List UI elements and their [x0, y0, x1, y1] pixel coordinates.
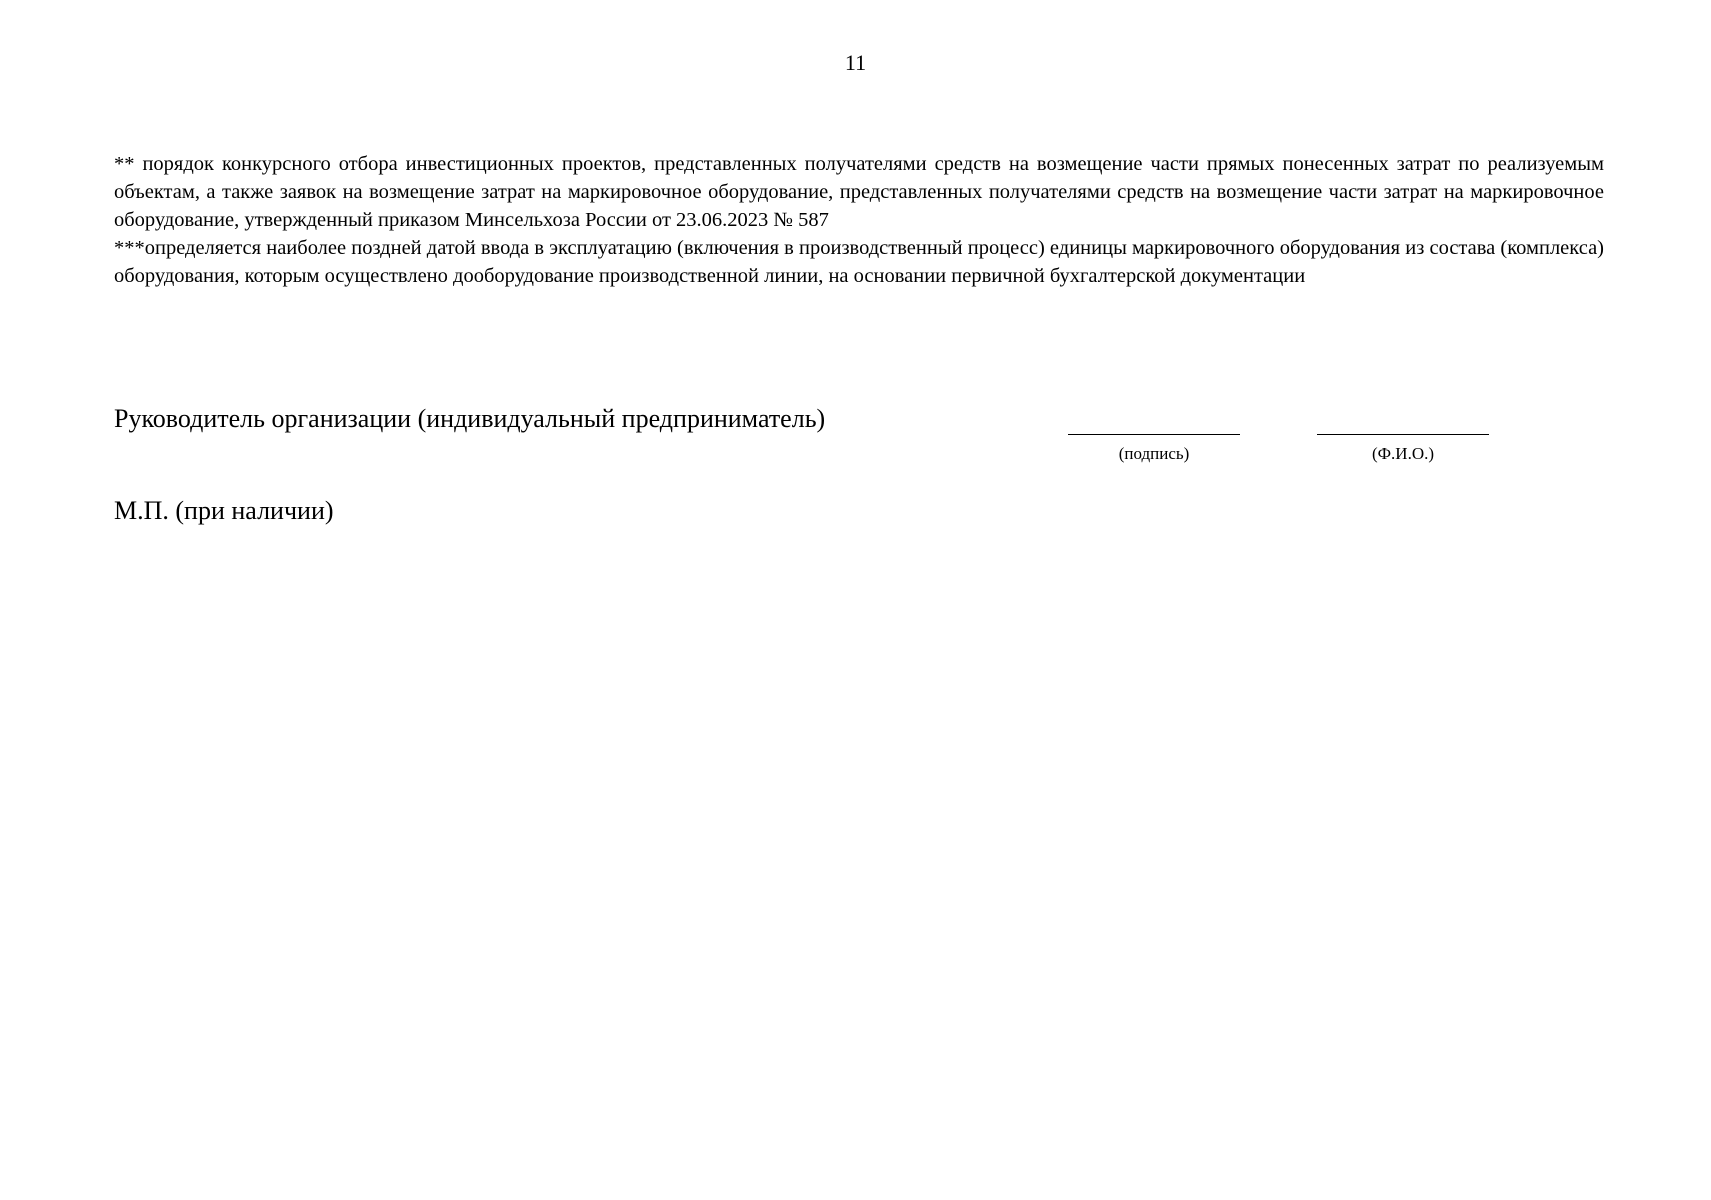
stamp-place-label: М.П. (при наличии) [114, 496, 334, 525]
full-name-line [1317, 434, 1489, 435]
footnote-double-asterisk: ** порядок конкурсного отбора инвестиционных проектов, представленных получателями средств на возмещение части прямых понесенных затрат по реализуемым объектам, а также заявок на возмещение затрат на маркировочное оборудование, представленных получателями средств на возмещение части затрат на маркировочное оборудование, утвержденный приказом Минсельхоза России от 23.06.2023 № 587 [114, 153, 1604, 231]
signatory-title: Руководитель организации (индивидуальный предприниматель) [114, 404, 826, 433]
signature-caption: (подпись) [1118, 444, 1190, 463]
signature-line [1068, 434, 1240, 435]
footnote-triple-asterisk: ***определяется наиболее поздней датой ввода в эксплуатацию (включения в производственный процесс) единицы маркировочного оборудования из состава (комплекса) оборудования, которым осуществлено дооборудование производственной линии, на основании первичной бухгалтерской документации [114, 237, 1604, 287]
full-name-caption: (Ф.И.О.) [1371, 444, 1435, 463]
footnotes-section [114, 150, 1604, 290]
page-number: 11 [844, 50, 867, 75]
